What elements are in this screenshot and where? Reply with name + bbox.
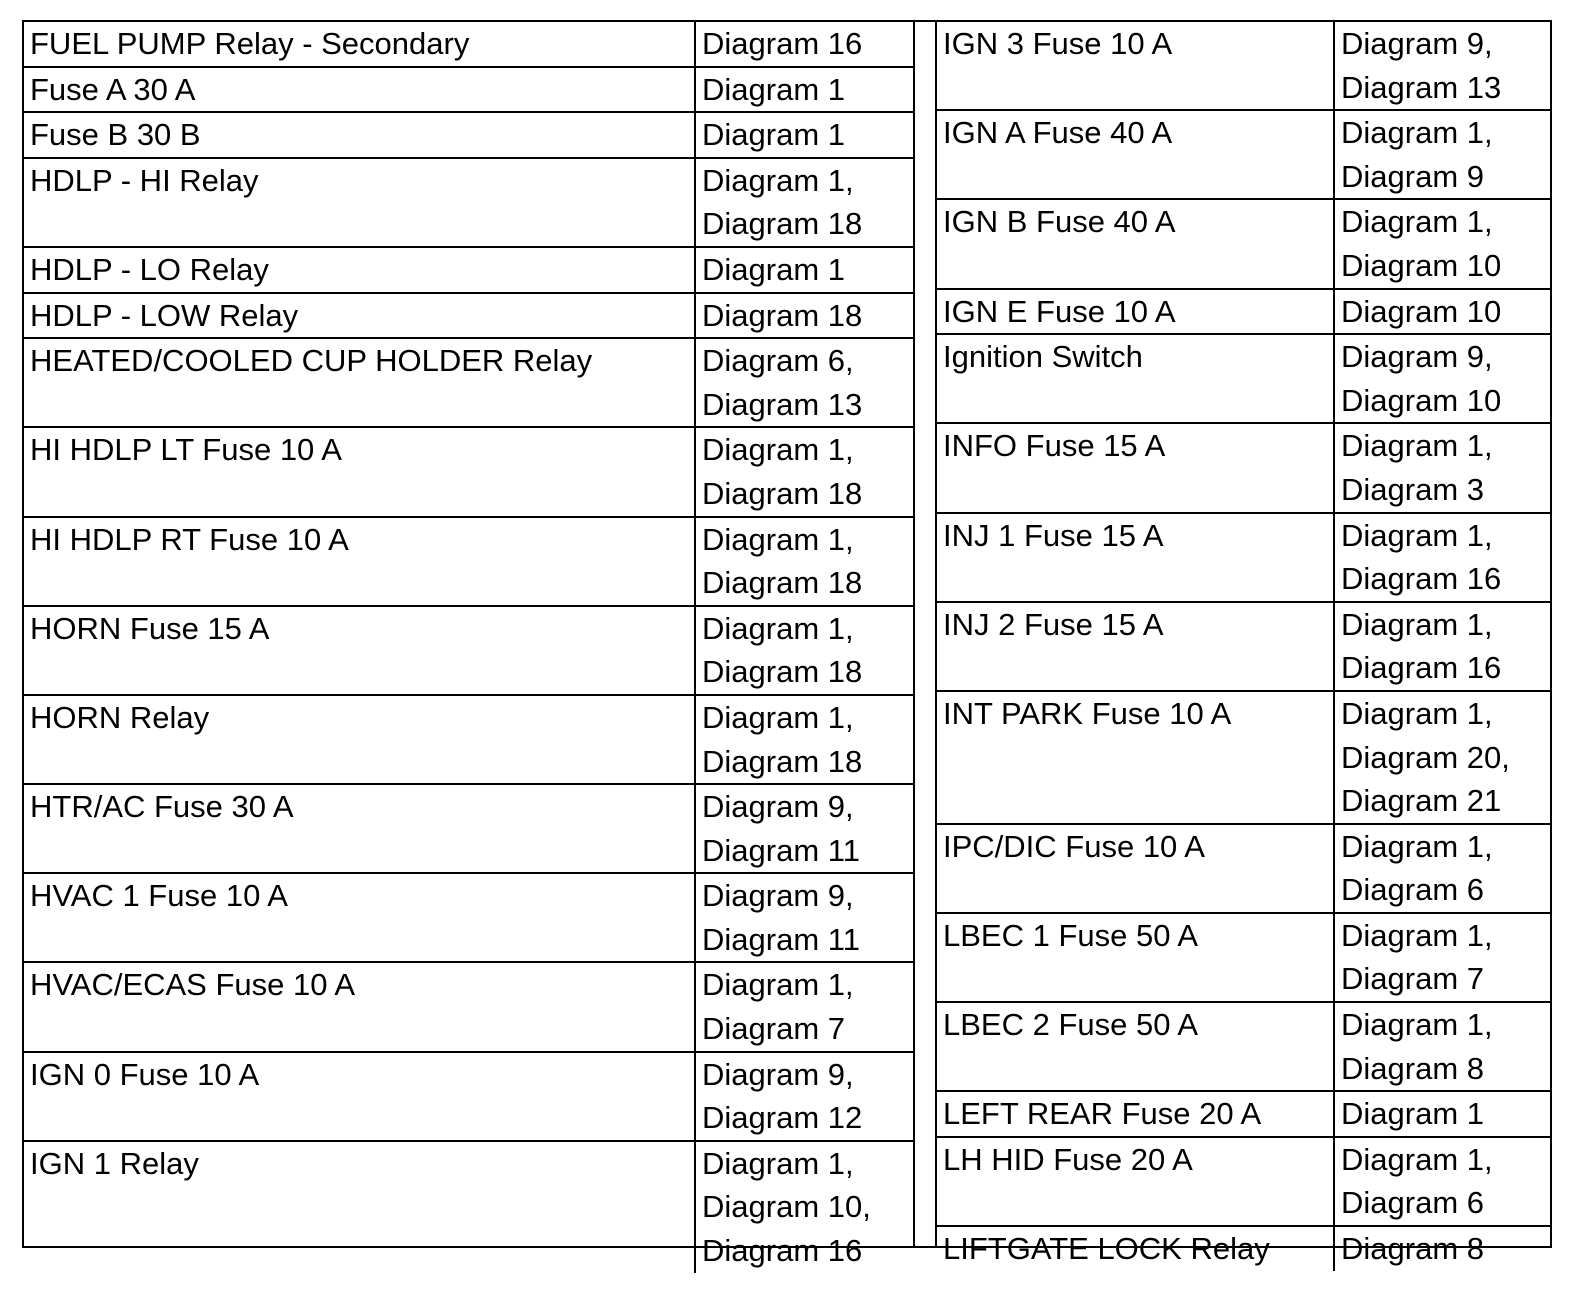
diagram-reference (1334, 602, 1550, 691)
diagram-reference-line: Diagram 12 (702, 1100, 863, 1136)
diagram-reference (695, 22, 913, 67)
diagram-reference-line: Diagram 1, (1341, 695, 1493, 731)
diagram-reference-line: Diagram 6 (1341, 1185, 1484, 1221)
diagram-reference-line: Diagram 1 (702, 117, 845, 153)
table-row (937, 513, 1550, 602)
table-row (937, 1002, 1550, 1091)
table-row (24, 247, 913, 293)
diagram-reference-line: Diagram 7 (1341, 961, 1484, 997)
component-index-table (22, 20, 1552, 1269)
diagram-reference-line: Diagram 8 (1341, 1050, 1484, 1086)
component-name: INFO Fuse 15 A (937, 423, 1334, 512)
component-name: LIFTGATE LOCK Relay (937, 1226, 1334, 1271)
component-name: LBEC 1 Fuse 50 A (937, 913, 1334, 1002)
diagram-reference-line: Diagram 6 (1341, 872, 1484, 908)
diagram-reference-line: Diagram 1, (1341, 1141, 1493, 1177)
table-row (937, 22, 1550, 110)
diagram-reference (1334, 334, 1550, 423)
diagram-reference-line: Diagram 10 (1341, 382, 1502, 418)
diagram-reference-line: Diagram 10, (702, 1189, 871, 1225)
component-name: HORN Fuse 15 A (24, 606, 695, 695)
table-row (937, 691, 1550, 824)
table-row (24, 427, 913, 516)
component-name: Fuse B 30 B (24, 112, 695, 158)
diagram-reference (1334, 1226, 1550, 1271)
table-row (24, 67, 913, 113)
diagram-reference-line: Diagram 18 (702, 743, 863, 779)
diagram-reference-line: Diagram 9, (1341, 339, 1493, 375)
diagram-reference-line: Diagram 10 (1341, 247, 1502, 283)
table-row (24, 695, 913, 784)
table-row (24, 873, 913, 962)
diagram-reference-line: Diagram 1, (702, 1145, 854, 1181)
diagram-reference (1334, 1091, 1550, 1137)
diagram-reference (695, 67, 913, 113)
diagram-reference-line: Diagram 1, (702, 699, 854, 735)
diagram-reference (1334, 691, 1550, 824)
left-column-table (24, 22, 913, 1273)
diagram-reference-line: Diagram 8 (1341, 1231, 1484, 1267)
component-name: HEATED/COOLED CUP HOLDER Relay (24, 338, 695, 427)
table-row (24, 293, 913, 339)
diagram-reference-line: Diagram 1, (1341, 204, 1493, 240)
diagram-reference (695, 784, 913, 873)
diagram-reference (1334, 110, 1550, 199)
table-row (937, 602, 1550, 691)
table-row (937, 1226, 1550, 1271)
component-name: HDLP - LO Relay (24, 247, 695, 293)
diagram-reference-line: Diagram 9 (1341, 158, 1484, 194)
table-row (24, 784, 913, 873)
diagram-reference-line: Diagram 1 (702, 71, 845, 107)
diagram-reference (695, 338, 913, 427)
diagram-reference-line: Diagram 10 (1341, 293, 1502, 329)
diagram-reference (1334, 423, 1550, 512)
table-row (937, 824, 1550, 913)
diagram-reference-line: Diagram 20, (1341, 739, 1510, 775)
right-column-table (937, 22, 1550, 1271)
diagram-reference-line: Diagram 7 (702, 1011, 845, 1047)
diagram-reference-line: Diagram 1, (1341, 917, 1493, 953)
diagram-reference-line: Diagram 1, (702, 521, 854, 557)
component-name: IGN E Fuse 10 A (937, 289, 1334, 335)
diagram-reference-line: Diagram 1, (1341, 828, 1493, 864)
diagram-reference-line: Diagram 13 (702, 386, 863, 422)
diagram-reference (1334, 513, 1550, 602)
table-row (24, 1052, 913, 1141)
component-name: HDLP - HI Relay (24, 158, 695, 247)
component-name: LEFT REAR Fuse 20 A (937, 1091, 1334, 1137)
table-row (24, 1141, 913, 1273)
diagram-reference-line: Diagram 1, (1341, 606, 1493, 642)
diagram-reference (695, 1141, 913, 1273)
diagram-reference (695, 1052, 913, 1141)
diagram-reference-line: Diagram 1, (1341, 1007, 1493, 1043)
diagram-reference (695, 293, 913, 339)
component-name: IGN 0 Fuse 10 A (24, 1052, 695, 1141)
component-name: IPC/DIC Fuse 10 A (937, 824, 1334, 913)
component-name: IGN 3 Fuse 10 A (937, 22, 1334, 110)
diagram-reference-line: Diagram 9, (702, 878, 854, 914)
diagram-reference (1334, 913, 1550, 1002)
component-name: INT PARK Fuse 10 A (937, 691, 1334, 824)
diagram-reference-line: Diagram 11 (702, 921, 860, 957)
diagram-reference (695, 517, 913, 606)
diagram-reference (1334, 289, 1550, 335)
diagram-reference (1334, 1002, 1550, 1091)
table-row (24, 962, 913, 1051)
diagram-reference-line: Diagram 18 (702, 565, 863, 601)
component-name: Ignition Switch (937, 334, 1334, 423)
column-divider (913, 22, 937, 1246)
table-row (937, 334, 1550, 423)
component-name: HVAC/ECAS Fuse 10 A (24, 962, 695, 1051)
table-row (24, 517, 913, 606)
diagram-reference-line: Diagram 16 (1341, 561, 1502, 597)
diagram-reference-line: Diagram 16 (702, 1233, 863, 1269)
table-row (937, 1091, 1550, 1137)
diagram-reference (695, 695, 913, 784)
diagram-reference-line: Diagram 18 (702, 654, 863, 690)
component-name: LH HID Fuse 20 A (937, 1137, 1334, 1226)
diagram-reference-line: Diagram 18 (702, 206, 863, 242)
component-name: FUEL PUMP Relay - Secondary (24, 22, 695, 67)
diagram-reference-line: Diagram 3 (1341, 471, 1484, 507)
diagram-reference-line: Diagram 16 (702, 26, 863, 61)
table-row (937, 289, 1550, 335)
component-name: HI HDLP LT Fuse 10 A (24, 427, 695, 516)
diagram-reference (695, 158, 913, 247)
diagram-reference-line: Diagram 1, (1341, 517, 1493, 553)
diagram-reference-line: Diagram 1, (1341, 115, 1493, 151)
diagram-reference-line: Diagram 1, (702, 967, 854, 1003)
component-name: HORN Relay (24, 695, 695, 784)
diagram-reference-line: Diagram 1 (1341, 1096, 1484, 1132)
diagram-reference (695, 962, 913, 1051)
diagram-reference (1334, 1137, 1550, 1226)
diagram-reference-line: Diagram 1 (702, 251, 845, 287)
diagram-reference (695, 247, 913, 293)
diagram-reference-line: Diagram 11 (702, 832, 860, 868)
component-name: HTR/AC Fuse 30 A (24, 784, 695, 873)
component-name: IGN B Fuse 40 A (937, 199, 1334, 288)
component-name: HVAC 1 Fuse 10 A (24, 873, 695, 962)
diagram-reference-line: Diagram 1, (1341, 428, 1493, 464)
table-row (937, 199, 1550, 288)
diagram-reference-line: Diagram 16 (1341, 650, 1502, 686)
diagram-reference (695, 606, 913, 695)
table-row (937, 1137, 1550, 1226)
component-name: IGN 1 Relay (24, 1141, 695, 1273)
diagram-reference-line: Diagram 13 (1341, 69, 1502, 105)
diagram-reference-line: Diagram 21 (1341, 783, 1502, 819)
component-name: HDLP - LOW Relay (24, 293, 695, 339)
table-row (24, 22, 913, 67)
component-name: Fuse A 30 A (24, 67, 695, 113)
table-row (24, 158, 913, 247)
component-name: INJ 2 Fuse 15 A (937, 602, 1334, 691)
diagram-reference (695, 427, 913, 516)
table-row (937, 423, 1550, 512)
diagram-reference-line: Diagram 9, (1341, 26, 1493, 61)
diagram-reference-line: Diagram 1, (702, 610, 854, 646)
table-row (937, 913, 1550, 1002)
diagram-reference-line: Diagram 1, (702, 432, 854, 468)
diagram-reference (695, 112, 913, 158)
diagram-reference-line: Diagram 6, (702, 343, 854, 379)
diagram-reference (1334, 22, 1550, 110)
diagram-reference (1334, 824, 1550, 913)
diagram-reference-line: Diagram 18 (702, 297, 863, 333)
diagram-reference-line: Diagram 9, (702, 1056, 854, 1092)
component-name: IGN A Fuse 40 A (937, 110, 1334, 199)
component-name: HI HDLP RT Fuse 10 A (24, 517, 695, 606)
diagram-reference (1334, 199, 1550, 288)
left-table-body (24, 22, 913, 1273)
diagram-reference (695, 873, 913, 962)
diagram-reference-line: Diagram 9, (702, 789, 854, 825)
right-table-body (937, 22, 1550, 1271)
component-name: INJ 1 Fuse 15 A (937, 513, 1334, 602)
table-row (24, 338, 913, 427)
table-row (24, 606, 913, 695)
table-row (937, 110, 1550, 199)
component-name: LBEC 2 Fuse 50 A (937, 1002, 1334, 1091)
table-row (24, 112, 913, 158)
diagram-reference-line: Diagram 1, (702, 162, 854, 198)
diagram-reference-line: Diagram 18 (702, 475, 863, 511)
